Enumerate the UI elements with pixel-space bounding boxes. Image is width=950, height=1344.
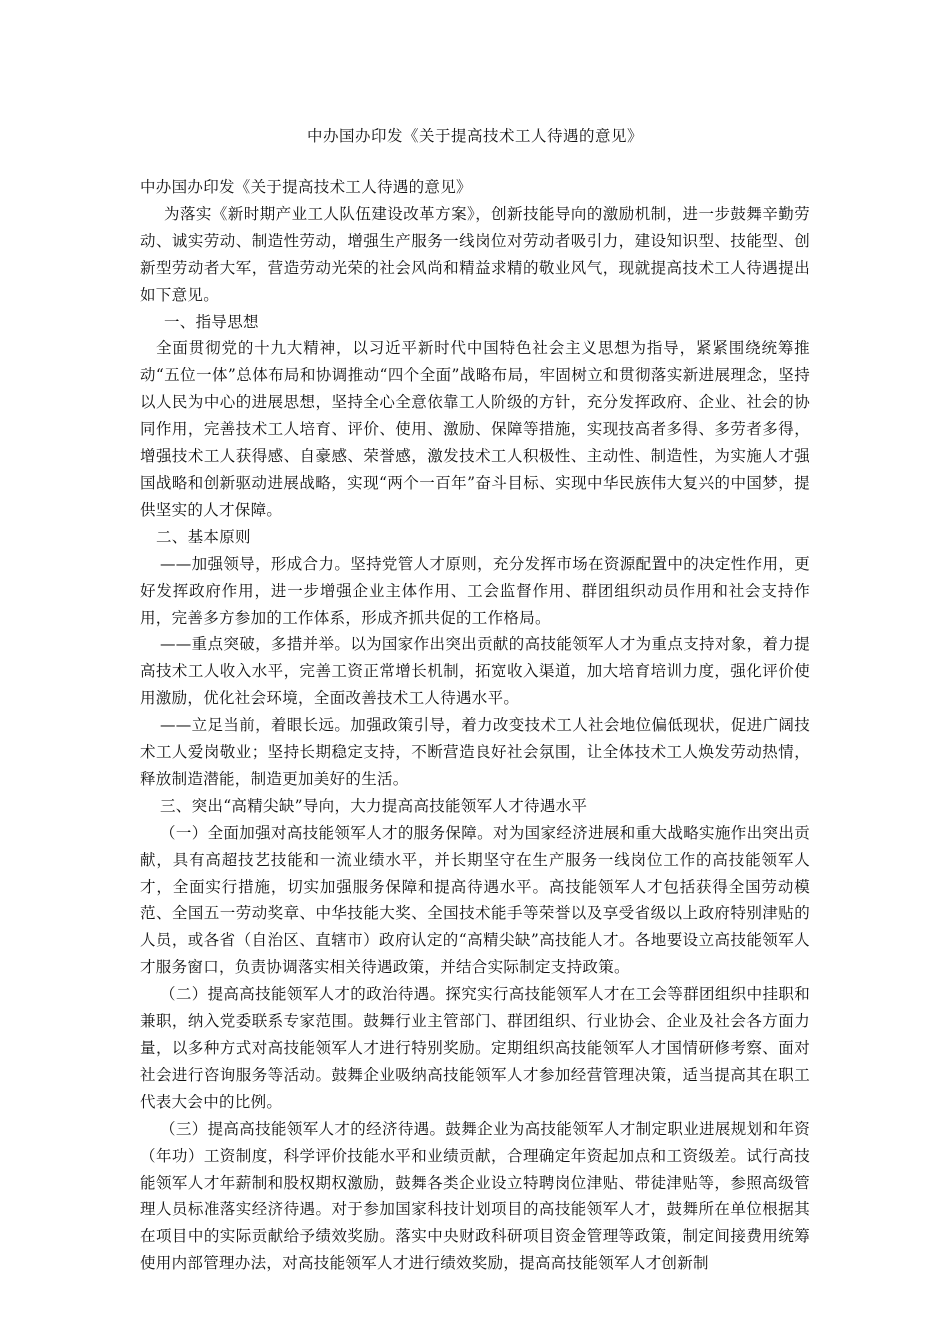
paragraph-item-2: （二）提高高技能领军人才的政治待遇。探究实行高技能领军人才在工会等群团组织中挂职和兼职，纳入党委联系专家范围。鼓舞行业主管部门、群团组织、行业协会、企业及社会各方面力量，以多种方式对高技能领军人才进行特别奖励。定期组织高技能领军人才国情研修考察、面对社会进行咨询服务等活动。鼓舞企业吸纳高技能领军人才参加经营管理决策，适当提高其在职工代表大会中的比例。 [140, 985, 810, 1111]
document-page [140, 124, 810, 1277]
paragraph-item-1: （一）全面加强对高技能领军人才的服务保障。对为国家经济进展和重大战略实施作出突出贡献，具有高超技艺技能和一流业绩水平，并长期坚守在生产服务一线岗位工作的高技能领军人才，全面实行措施，切实加强服务保障和提高待遇水平。高技能领军人才包括获得全国劳动模范、全国五一劳动奖章、中华技能大奖、全国技术能手等荣誉以及享受省级以上政府特别津贴的人员，或各省（自治区、直辖市）政府认定的“高精尖缺”高技能人才。各地要设立高技能领军人才服务窗口，负责协调落实相关待遇政策，并结合实际制定支持政策。 [140, 823, 810, 977]
paragraph-principle-breakthrough: ——重点突破，多措并举。以为国家作出突出贡献的高技能领军人才为重点支持对象，着力提高技术工人收入水平，完善工资正常增长机制，拓宽收入渠道，加大培育培训力度，强化评价使用激励，优化社会环境，全面改善技术工人待遇水平。 [140, 635, 810, 708]
paragraph-guiding-ideology: 全面贯彻党的十九大精神，以习近平新时代中国特色社会主义思想为指导，紧紧围绕统筹推动“五位一体”总体布局和协调推动“四个全面”战略布局，牢固树立和贯彻落实新进展理念，坚持以人民为中心的进展思想，坚持全心全意依靠工人阶级的方针，充分发挥政府、企业、社会的协同作用，完善技术工人培育、评价、使用、激励、保障等措施，实现技高者多得、多劳者多得，增强技术工人获得感、自豪感、荣誉感，激发技术工人积极性、主动性、制造性，为实施人才强国战略和创新驱动进展战略，实现“两个一百年”奋斗目标、实现中华民族伟大复兴的中国梦，提供坚实的人才保障。 [140, 339, 810, 519]
document-title: 中办国办印发《关于提高技术工人待遇的意见》 [306, 127, 643, 145]
section-heading-basic-principles: 二、基本原则 [156, 527, 251, 546]
paragraph-intro: 为落实《新时期产业工人队伍建设改革方案》，创新技能导向的激励机制，进一步鼓舞辛勤劳动、诚实劳动、制造性劳动，增强生产服务一线岗位对劳动者吸引力，建设知识型、技能型、创新型劳动者大军，营造劳动光荣的社会风尚和精益求精的敬业风气，现就提高技术工人待遇提出如下意见。 [140, 204, 810, 304]
paragraph-principle-long-term: ——立足当前，着眼长远。加强政策引导，着力改变技术工人社会地位偏低现状，促进广阔技术工人爱岗敬业；坚持长期稳定支持，不断营造良好社会氛围，让全体技术工人焕发劳动热情，释放制造潜能，制造更加美好的生活。 [140, 716, 810, 788]
document-subtitle: 中办国办印发《关于提高技术工人待遇的意见》 [140, 178, 472, 196]
section-heading-high-skill-leaders: 三、突出“高精尖缺”导向，大力提高高技能领军人才待遇水平 [160, 796, 588, 815]
paragraph-principle-leadership: ——加强领导，形成合力。坚持党管人才原则，充分发挥市场在资源配置中的决定性作用，更好发挥政府作用，进一步增强企业主体作用、工会监督作用、群团组织动员作用和社会支持作用，完善多方参加的工作体系，形成齐抓共促的工作格局。 [140, 554, 810, 627]
section-heading-guiding-ideology: 一、指导思想 [164, 312, 259, 331]
paragraph-item-3: （三）提高高技能领军人才的经济待遇。鼓舞企业为高技能领军人才制定职业进展规划和年资（年功）工资制度，科学评价技能水平和业绩贡献，合理确定年资起加点和工资级差。试行高技能领军人才年薪制和股权期权激励，鼓舞各类企业设立特聘岗位津贴、带徒津贴等，参照高级管理人员标准落实经济待遇。对于参加国家科技计划项目的高技能领军人才，鼓舞所在单位根据其在项目中的实际贡献给予绩效奖励。落实中央财政科研项目资金管理等政策，制定间接费用统筹使用内部管理办法，对高技能领军人才进行绩效奖励，提高高技能领军人才创新制 [140, 1119, 810, 1273]
